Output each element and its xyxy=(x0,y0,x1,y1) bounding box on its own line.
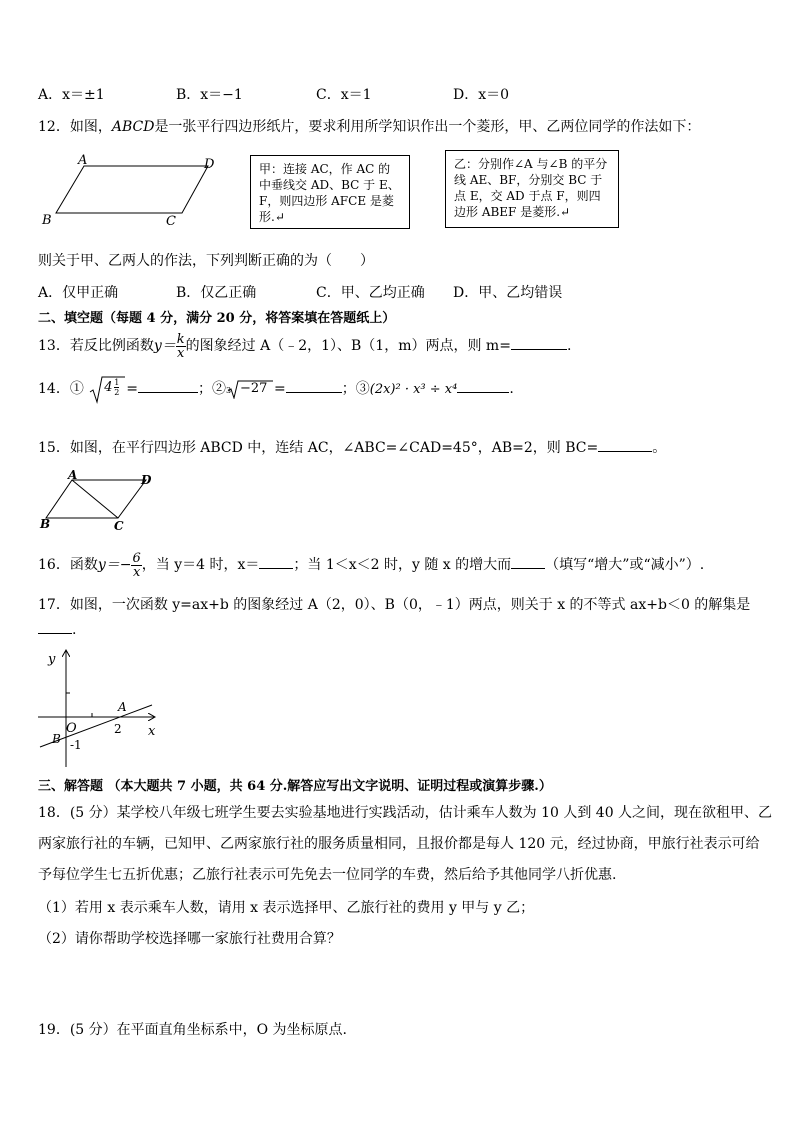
q15-diagonal-ac xyxy=(72,480,118,518)
graph-label-neg1: -1 xyxy=(70,738,82,752)
q12-stem: 12．如图，ABCD是一张平行四边形纸片，要求利用所学知识作出一个菱形，甲、乙两位同学的作法如下： xyxy=(38,119,701,135)
q14-answer-blank-3[interactable] xyxy=(457,392,509,393)
q17-line1: 17．如图，一次函数 y=ax+b 的图象经过 A（2，0）、B（0，﹣1）两点，则关于 x 的不等式 ax+b＜0 的解集是 xyxy=(38,597,751,613)
graph-label-2: 2 xyxy=(114,722,122,736)
q12-option-b: B．仅乙正确 xyxy=(176,285,257,301)
q12-parallelogram xyxy=(56,166,208,213)
q14: 14．① 4 1 2 = ；② 3 −27 = ；③(2x)² · x³ ÷ x⁴ . xyxy=(38,373,514,413)
graph-label-b: B xyxy=(52,732,61,746)
q11-option-c: C．x＝1 xyxy=(316,87,372,103)
q12-question: 则关于甲、乙两人的作法，下列判断正确的为（ ） xyxy=(38,253,374,269)
q11-option-b: B．x＝−1 xyxy=(176,87,243,103)
q16: 16．函数y＝− $\frac{6}{x}$ ，当 y＝4 时，x＝ ；当 1＜x＜2 时，y 随 x 的增大而 （填写“增大”或“减小”）. xyxy=(38,550,705,580)
q18-line3: 予每位学生七五折优惠；乙旅行社表示可先免去一位同学的车费，然后给予其他同学八折优惠. xyxy=(38,867,617,883)
q15-label-c: C xyxy=(114,519,124,533)
q16-fraction: $\frac{6}{x}$ xyxy=(132,550,141,580)
q16-answer-blank-1[interactable] xyxy=(259,568,293,569)
q15-parallelogram xyxy=(46,480,146,518)
q12-option-d: D．甲、乙均错误 xyxy=(453,285,563,301)
q11-option-a: A．x＝±1 xyxy=(38,87,105,103)
q12-method-jia-box: 甲：连接 AC，作 AC 的中垂线交 AD、BC 于 E、F，则四边形 AFCE 是菱形.↵ xyxy=(250,155,410,229)
q11-option-d: D．x＝0 xyxy=(453,87,510,103)
q15-label-a: A xyxy=(68,470,78,482)
q15: 15．如图，在平行四边形 ABCD 中，连结 AC，∠ABC=∠CAD=45°，AB=2，则 BC= 。 xyxy=(38,440,667,456)
q18-line2: 两家旅行社的车辆，已知甲、乙两家旅行社的服务质量相同，且报价都是每人 120 元，经过协商，甲旅行社表示可给 xyxy=(38,836,760,852)
section-3-heading: 三、解答题 （本大题共 7 小题，共 64 分.解答应写出文字说明、证明过程或演算步骤.） xyxy=(38,779,552,794)
q12-option-c: C．甲、乙均正确 xyxy=(316,285,425,301)
q13-answer-blank[interactable] xyxy=(511,349,567,350)
graph-label-o: O xyxy=(66,721,77,736)
q14-sqrt-expression: 4 1 2 xyxy=(88,374,126,404)
q18-line1: 18．(5 分）某学校八年级七班学生要去实验基地进行实践活动，估计乘车人数为 10 人到 40 人之间，现在欲租甲、乙 xyxy=(38,805,773,821)
q12-label-a: A xyxy=(78,153,88,168)
q12-label-c: C xyxy=(166,214,176,229)
q15-label-b: B xyxy=(40,517,51,531)
q19: 19．(5 分）在平面直角坐标系中，O 为坐标原点. xyxy=(38,1022,348,1038)
q15-label-d: D xyxy=(141,473,152,487)
q17-line2: . xyxy=(38,622,76,638)
q12-label-b: B xyxy=(42,213,52,228)
q17-coordinate-graph xyxy=(34,645,169,770)
q12-option-a: A．仅甲正确 xyxy=(38,285,119,301)
q13-fraction: $\frac{k}{x}$ xyxy=(176,331,185,361)
graph-label-x: x xyxy=(148,724,156,739)
q15-answer-blank[interactable] xyxy=(598,451,652,452)
q14-answer-blank-1[interactable] xyxy=(138,392,198,393)
q14-cube-root-expression: 3 −27 xyxy=(226,379,274,399)
q12-parallelogram-figure xyxy=(38,152,228,232)
q15-parallelogram-figure xyxy=(38,470,158,534)
q12-label-d: D xyxy=(204,157,215,172)
q16-answer-blank-2[interactable] xyxy=(511,568,545,569)
q18-sub1: （1）若用 x 表示乘车人数，请用 x 表示选择甲、乙旅行社的费用 y 甲与 y 乙； xyxy=(38,900,535,916)
section-2-heading: 二、填空题（每题 4 分，满分 20 分，将答案填在答题纸上） xyxy=(38,311,396,326)
q14-answer-blank-2[interactable] xyxy=(286,392,342,393)
graph-label-a: A xyxy=(118,700,127,714)
graph-label-y: y xyxy=(48,652,56,667)
q12-method-yi-box: 乙：分别作∠A 与∠B 的平分线 AE、BF，分别交 BC 于点 E，交 AD 于点 F，则四边形 ABEF 是菱形.↵ xyxy=(445,150,619,228)
q13: 13．若反比例函数y＝ $\frac{k}{x}$ 的图象经过 A（﹣2，1）、B（1，m）两点，则 m= . xyxy=(38,331,572,361)
q18-sub2: （2）请你帮助学校选择哪一家旅行社费用合算？ xyxy=(38,931,341,947)
q17-answer-blank[interactable] xyxy=(38,633,72,634)
